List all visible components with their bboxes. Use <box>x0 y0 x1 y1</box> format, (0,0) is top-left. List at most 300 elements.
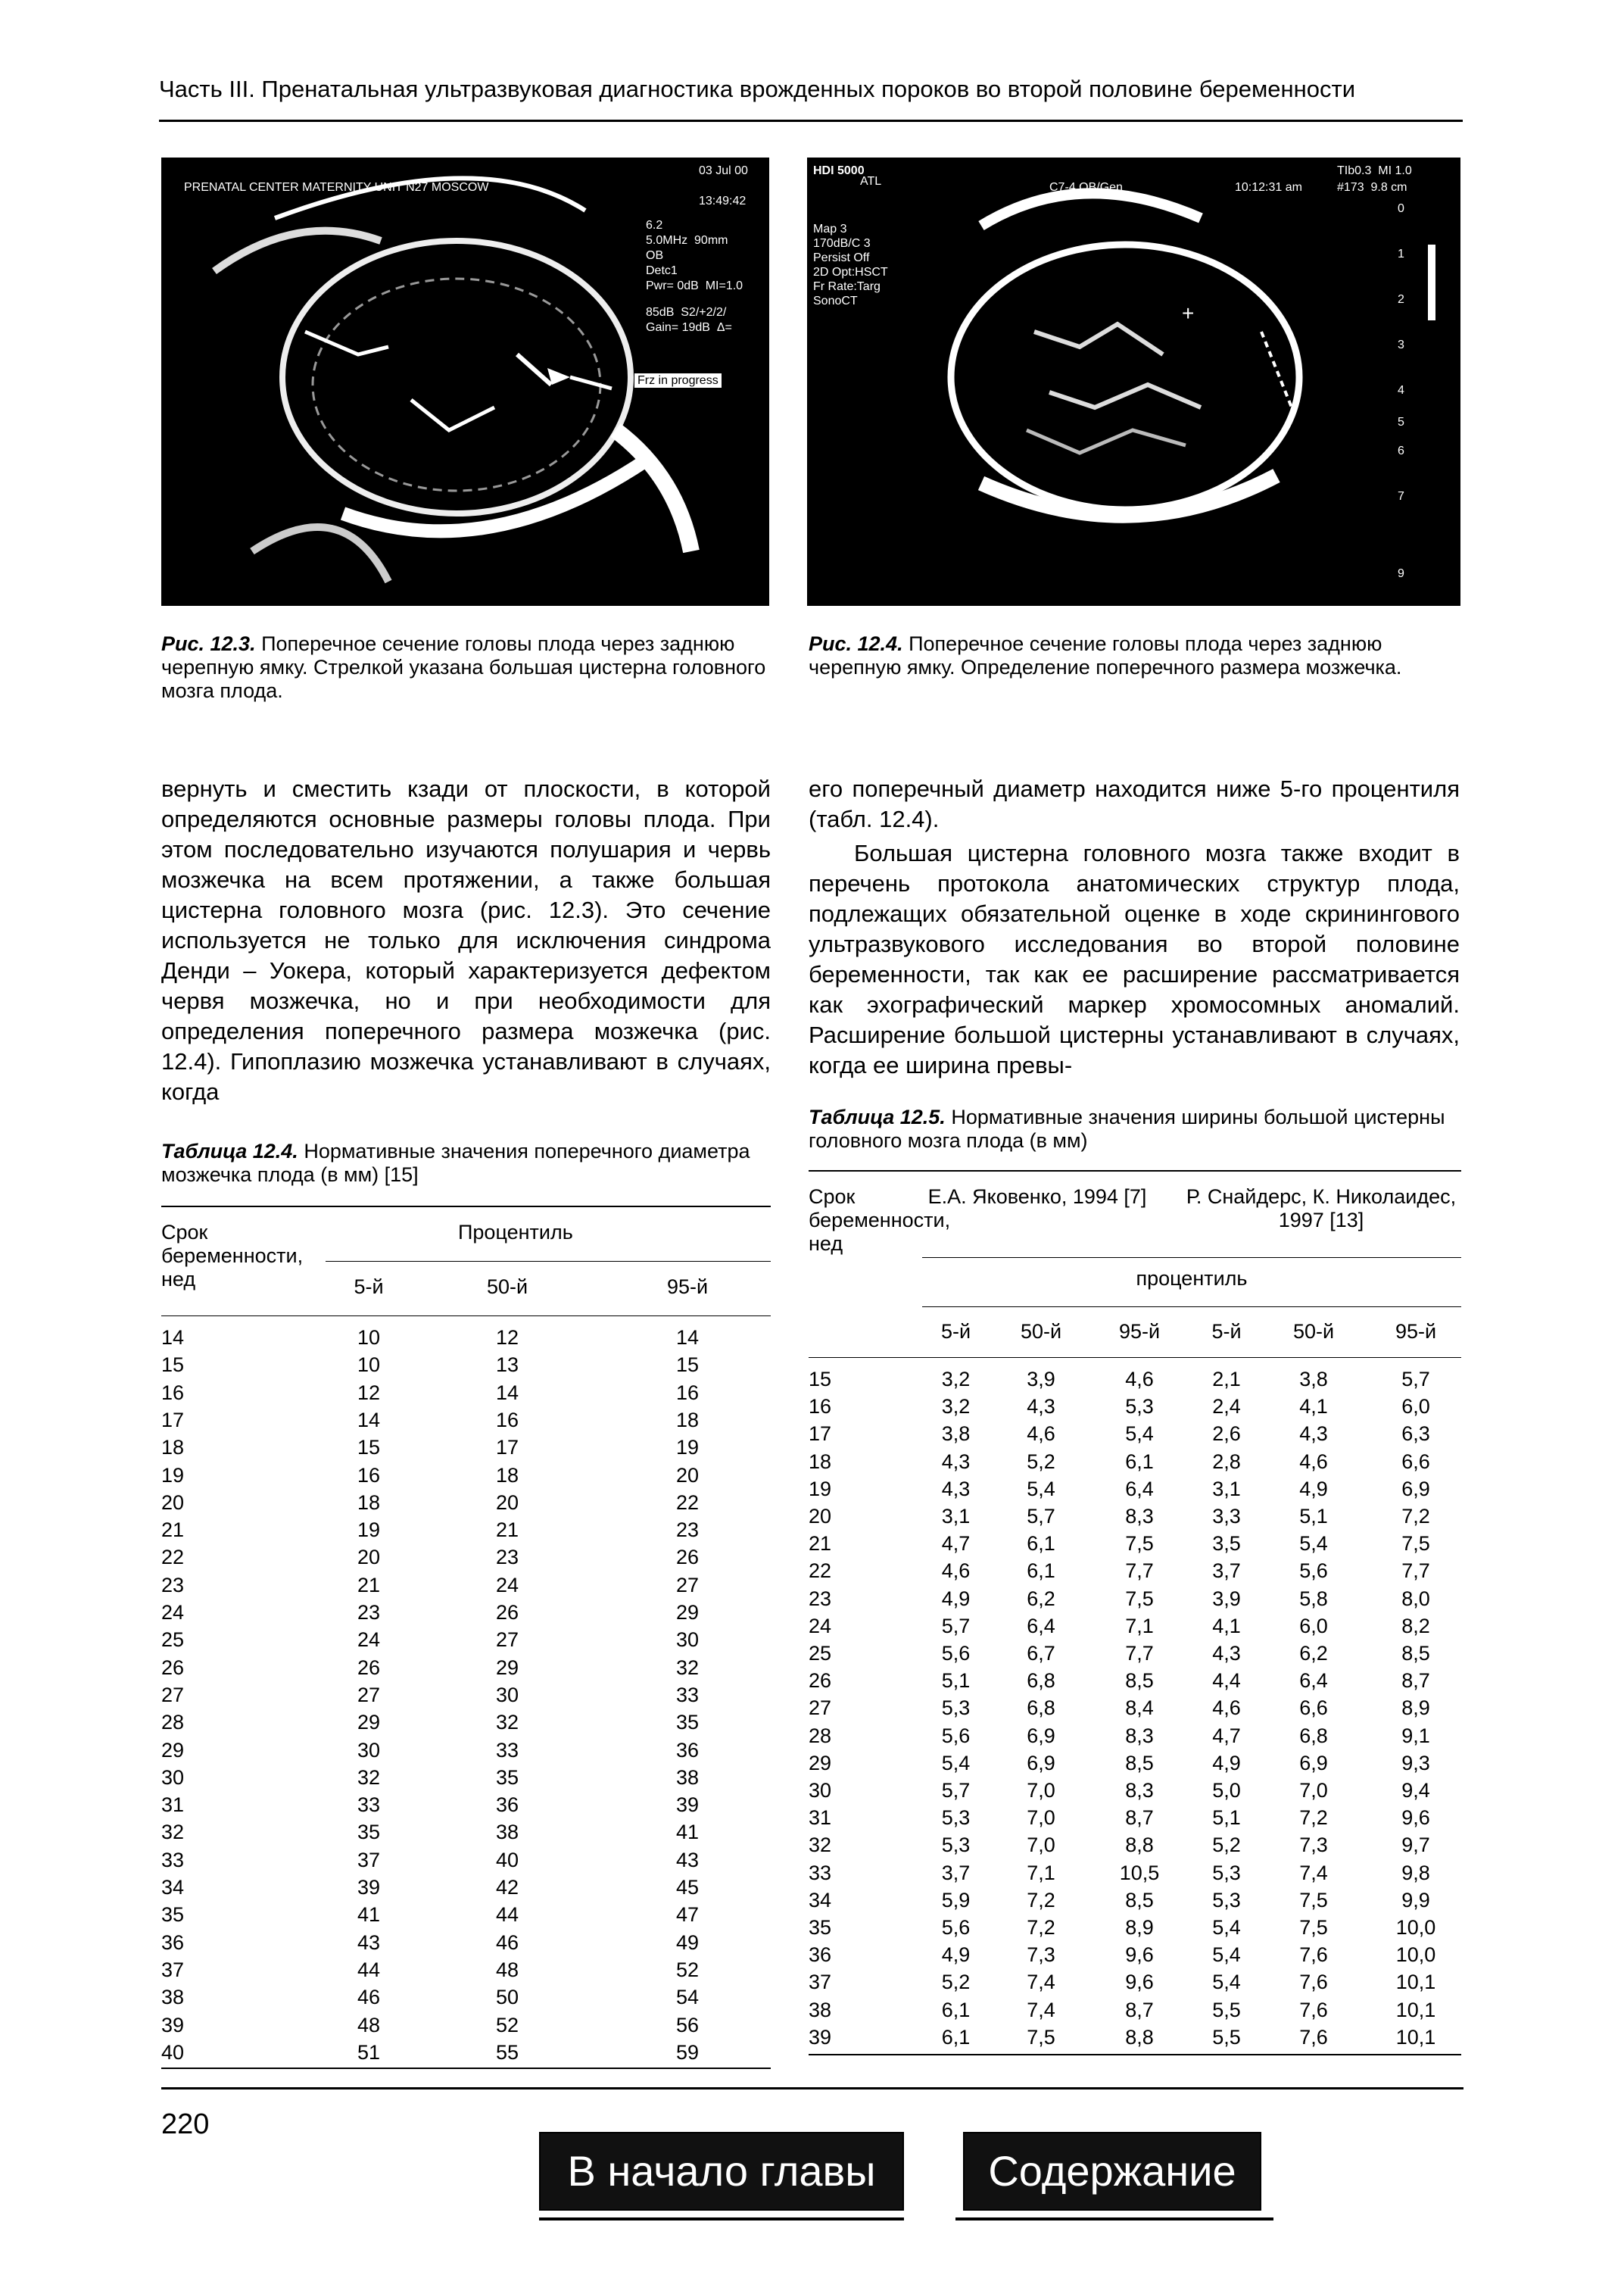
table-cell: 9,6 <box>1125 1943 1154 1967</box>
table-cell: 26 <box>675 1546 700 1569</box>
body-text-right-column <box>809 774 1460 1081</box>
table-cell: 5,8 <box>1299 1587 1328 1610</box>
table-cell: 9,4 <box>1401 1779 1430 1802</box>
table-cell: 46 <box>357 1986 381 2009</box>
table-cell: 3,1 <box>941 1505 971 1528</box>
fig4-scale-8: 9 <box>1398 567 1404 580</box>
table-cell: 4,3 <box>1027 1395 1055 1418</box>
table-row-term: 18 <box>809 1450 832 1473</box>
table-cell: 2,4 <box>1212 1395 1241 1418</box>
table-cell: 2,8 <box>1212 1450 1241 1473</box>
table-row-term: 36 <box>161 1930 185 1954</box>
table-cell: 33 <box>495 1738 519 1762</box>
table-cell: 8,9 <box>1401 1696 1430 1720</box>
table-row-term: 19 <box>809 1477 832 1500</box>
table-row-term: 40 <box>161 2040 185 2064</box>
table-cell: 7,4 <box>1299 1861 1328 1884</box>
table-cell: 6,2 <box>1027 1587 1055 1610</box>
table-cell: 7,4 <box>1027 1971 1055 1994</box>
table-row-term: 20 <box>161 1490 185 1514</box>
table-cell: 4,4 <box>1212 1669 1241 1693</box>
table-cell: 29 <box>675 1601 700 1624</box>
table-cell: 5,4 <box>1212 1971 1241 1994</box>
table-cell: 8,3 <box>1125 1724 1154 1747</box>
paragraph: Большая цистерна головного мозга также входит в перечень протокола анатомических структур плода, подлежащих обязательной оценке в ходе скринингового ультразвукового исследования во второй половине беременности, так как ее расширение рассматривается как эхографический маркер хромосомных аномалий. Расширение большой цистерны устанавливают в случаях, когда ее ширина превы- <box>809 840 1460 1078</box>
table-title: Нормативные значения ширины большой цистерны головного мозга плода (в мм) <box>809 1106 1445 1152</box>
table-cell: 20 <box>495 1490 519 1514</box>
table-cell: 54 <box>675 1986 700 2009</box>
fig4-param-4: Fr Rate:Targ <box>813 280 881 293</box>
table-cell: 22 <box>675 1490 700 1514</box>
header-rule <box>159 120 1463 122</box>
table-12-5-col-head: 50-й <box>1292 1320 1335 1343</box>
table-cell: 43 <box>357 1930 381 1954</box>
table-cell: 39 <box>675 1793 700 1817</box>
table-row-term: 35 <box>161 1903 185 1927</box>
table-cell: 32 <box>675 1656 700 1679</box>
table-cell: 30 <box>357 1738 381 1762</box>
table-cell: 24 <box>357 1628 381 1652</box>
fig4-param-3: 2D Opt:HSCT <box>813 266 888 279</box>
table-cell: 5,7 <box>1401 1368 1430 1390</box>
table-row-term: 24 <box>809 1614 832 1637</box>
table-cell: 3,8 <box>1299 1368 1328 1390</box>
table-cell: 3,2 <box>941 1368 971 1390</box>
table-cell: 7,0 <box>1027 1834 1055 1857</box>
table-row-term: 39 <box>161 2013 185 2036</box>
table-cell: 6,3 <box>1401 1422 1430 1446</box>
table-cell: 10,0 <box>1395 1916 1436 1939</box>
table-cell: 8,5 <box>1125 1751 1154 1774</box>
table-cell: 8,3 <box>1125 1505 1154 1528</box>
table-cell: 15 <box>675 1353 700 1377</box>
table-row-term: 21 <box>809 1532 832 1556</box>
table-row-term: 22 <box>161 1546 185 1569</box>
table-cell: 30 <box>495 1683 519 1706</box>
table-cell: 5,4 <box>1125 1422 1154 1446</box>
table-cell: 55 <box>495 2040 519 2064</box>
table-cell: 50 <box>495 1986 519 2009</box>
fig3-param-3: Detc1 <box>646 264 678 277</box>
table-cell: 10,5 <box>1119 1861 1160 1884</box>
table-cell: 4,1 <box>1212 1614 1241 1637</box>
table-cell: 21 <box>357 1573 381 1596</box>
figure-caption-12-3 <box>161 632 771 703</box>
ultrasound-image-fig-12-3 <box>161 158 769 606</box>
table-cell: 3,5 <box>1212 1532 1241 1556</box>
table-cell: 7,4 <box>1027 1998 1055 2021</box>
table-cell: 5,6 <box>1299 1559 1328 1583</box>
table-cell: 6,8 <box>1027 1669 1055 1693</box>
table-row-term: 29 <box>161 1738 185 1762</box>
table-cell: 45 <box>675 1876 700 1899</box>
table-cell: 12 <box>495 1326 519 1349</box>
caption-label: Рис. 12.3. <box>161 632 256 655</box>
table-cell: 36 <box>675 1738 700 1762</box>
caption-text: Поперечное сечение головы плода через заднюю черепную ямку. Стрелкой указана большая цистерна головного мозга плода. <box>161 632 766 702</box>
table-cell: 5,4 <box>941 1751 971 1774</box>
table-cell: 4,9 <box>941 1587 971 1610</box>
table-cell: 41 <box>357 1903 381 1927</box>
table-row-term: 23 <box>809 1587 832 1610</box>
table-row-term: 33 <box>809 1861 832 1884</box>
table-cell: 8,4 <box>1125 1696 1154 1720</box>
table-12-5-group-rule <box>922 1306 1461 1307</box>
table-row-term: 17 <box>809 1422 832 1446</box>
fig3-param-1: 5.0MHz 90mm <box>646 234 728 247</box>
table-row-term: 27 <box>809 1696 832 1720</box>
table-cell: 4,6 <box>1125 1368 1154 1390</box>
table-cell: 4,3 <box>941 1477 971 1500</box>
table-row-term: 20 <box>809 1505 832 1528</box>
paragraph: вернуть и сместить кзади от плоскости, в которой определяются основные размеры головы плода. При этом последовательно изучаются полушария и червь мозжечка на всем протяжении, а также большая цистерна головного мозга (рис. 12.3). Это сечение используется не только для исключения синдрома Денди – Уокера, который характеризуется дефектом червя мозжечка, но и при необходимости для определения поперечного размера мозжечка (рис. 12.4). Гипоплазию мозжечка устанавливают в случаях, когда <box>161 776 771 1105</box>
table-row-term: 37 <box>161 1958 185 1981</box>
table-cell: 5,6 <box>941 1724 971 1747</box>
table-cell: 5,7 <box>941 1614 971 1637</box>
table-cell: 5,4 <box>1299 1532 1328 1556</box>
table-cell: 5,3 <box>1212 1861 1241 1884</box>
table-row-term: 25 <box>809 1642 832 1665</box>
table-cell: 4,9 <box>1212 1751 1241 1774</box>
table-cell: 6,2 <box>1299 1642 1328 1665</box>
table-row-term: 15 <box>161 1353 185 1377</box>
caption-label: Рис. 12.4. <box>809 632 903 655</box>
table-cell: 3,9 <box>1212 1587 1241 1610</box>
table-label: Таблица 12.5. <box>809 1106 946 1128</box>
table-cell: 7,0 <box>1299 1779 1328 1802</box>
table-cell: 7,2 <box>1027 1888 1055 1912</box>
page-number: 220 <box>161 2108 210 2140</box>
table-cell: 5,7 <box>941 1779 971 1802</box>
fig4-frame: #173 9.8 cm <box>1337 181 1407 194</box>
table-cell: 30 <box>675 1628 700 1652</box>
table-cell: 6,4 <box>1027 1614 1055 1637</box>
table-cell: 4,3 <box>941 1450 971 1473</box>
fig4-scale-3: 3 <box>1398 339 1404 351</box>
table-cell: 6,0 <box>1299 1614 1328 1637</box>
fig3-time: 13:49:42 <box>699 195 747 208</box>
fig3-date: 03 Jul 00 <box>699 164 748 177</box>
table-cell: 5,6 <box>941 1916 971 1939</box>
table-row-term: 31 <box>161 1793 185 1817</box>
table-cell: 14 <box>357 1408 381 1431</box>
table-12-5-header-rule <box>809 1357 1461 1358</box>
table-cell: 8,7 <box>1125 1806 1154 1830</box>
table-12-5-col-head: 50-й <box>1020 1320 1062 1343</box>
table-cell: 4,6 <box>1299 1450 1328 1473</box>
table-cell: 42 <box>495 1876 519 1899</box>
table-cell: 19 <box>357 1518 381 1542</box>
table-cell: 20 <box>675 1463 700 1487</box>
fig3-param-5: 85dB S2/+2/2/ <box>646 306 727 319</box>
table-12-5-caption <box>809 1106 1460 1153</box>
table-cell: 8,0 <box>1401 1587 1430 1610</box>
table-12-5-top-rule <box>809 1170 1461 1172</box>
table-cell: 35 <box>357 1821 381 1844</box>
table-row-term: 16 <box>161 1381 185 1404</box>
table-cell: 52 <box>675 1958 700 1981</box>
table-cell: 16 <box>357 1463 381 1487</box>
fig4-param-1: 170dB/C 3 <box>813 237 871 250</box>
table-cell: 5,1 <box>941 1669 971 1693</box>
table-row-term: 22 <box>809 1559 832 1583</box>
table-cell: 5,5 <box>1212 2025 1241 2049</box>
table-cell: 27 <box>357 1683 381 1706</box>
chapter-start-button-underline <box>539 2217 904 2221</box>
chapter-start-button[interactable]: В начало главы <box>539 2132 904 2211</box>
table-row-term: 30 <box>809 1779 832 1802</box>
table-cell: 6,6 <box>1299 1696 1328 1720</box>
table-cell: 7,5 <box>1401 1532 1430 1556</box>
table-cell: 40 <box>495 1848 519 1871</box>
table-cell: 29 <box>495 1656 519 1679</box>
table-cell: 2,1 <box>1212 1368 1241 1390</box>
fig4-probe: C7-4 OB/Gen <box>1049 181 1123 194</box>
table-row-term: 27 <box>161 1683 185 1706</box>
table-row-term: 18 <box>161 1436 185 1459</box>
table-cell: 6,1 <box>1027 1559 1055 1583</box>
table-row-term: 33 <box>161 1848 185 1871</box>
table-row-term: 29 <box>809 1751 832 1774</box>
table-cell: 8,8 <box>1125 1834 1154 1857</box>
footer-rule <box>161 2087 1463 2089</box>
fig4-scale-6: 6 <box>1398 445 1404 457</box>
running-header: Часть III. Пренатальная ультразвуковая диагностика врожденных пороков во второй половине беременности <box>159 76 1356 102</box>
table-12-4-bottom-rule <box>161 2068 771 2069</box>
table-cell: 6,1 <box>941 2025 971 2049</box>
table-cell: 7,2 <box>1299 1806 1328 1830</box>
table-row-term: 26 <box>809 1669 832 1693</box>
table-cell: 7,0 <box>1027 1806 1055 1830</box>
table-cell: 44 <box>357 1958 381 1981</box>
fig4-brand: ATL <box>860 175 882 188</box>
table-cell: 35 <box>495 1765 519 1789</box>
table-cell: 7,7 <box>1125 1559 1154 1583</box>
table-cell: 24 <box>495 1573 519 1596</box>
table-cell: 48 <box>357 2013 381 2036</box>
table-12-5-col-head: 95-й <box>1395 1320 1437 1343</box>
table-cell: 7,3 <box>1299 1834 1328 1857</box>
table-cell: 3,2 <box>941 1395 971 1418</box>
table-cell: 9,7 <box>1401 1834 1430 1857</box>
table-cell: 7,6 <box>1299 1971 1328 1994</box>
table-cell: 7,1 <box>1027 1861 1055 1884</box>
table-row-term: 16 <box>809 1395 832 1418</box>
table-12-4-col-5: 5-й <box>354 1275 384 1298</box>
table-cell: 4,3 <box>1299 1422 1328 1446</box>
table-cell: 26 <box>495 1601 519 1624</box>
table-cell: 27 <box>675 1573 700 1596</box>
paragraph: его поперечный диаметр находится ниже 5-го процентиля (табл. 12.4). <box>809 776 1460 832</box>
table-12-4-col-50: 50-й <box>486 1275 528 1298</box>
table-cell: 6,8 <box>1027 1696 1055 1720</box>
table-cell: 4,1 <box>1299 1395 1328 1418</box>
caption-text: Поперечное сечение головы плода через заднюю черепную ямку. Определение поперечного размера мозжечка. <box>809 632 1402 679</box>
fig4-scale-2: 2 <box>1398 293 1404 306</box>
table-12-4-group-rule <box>326 1261 771 1262</box>
table-cell: 7,6 <box>1299 2025 1328 2049</box>
fig4-scale-0: 0 <box>1398 202 1404 215</box>
table-cell: 7,2 <box>1027 1916 1055 1939</box>
table-cell: 3,1 <box>1212 1477 1241 1500</box>
table-12-5-source-a: Е.А. Яковенко, 1994 [7] <box>927 1185 1147 1208</box>
table-cell: 8,2 <box>1401 1614 1430 1637</box>
table-cell: 32 <box>495 1711 519 1734</box>
table-cell: 10,0 <box>1395 1943 1436 1967</box>
table-cell: 5,4 <box>1212 1943 1241 1967</box>
table-cell: 23 <box>495 1546 519 1569</box>
table-cell: 6,1 <box>1125 1450 1154 1473</box>
table-12-5-col-head: 95-й <box>1118 1320 1161 1343</box>
table-cell: 43 <box>675 1848 700 1871</box>
table-cell: 47 <box>675 1903 700 1927</box>
table-cell: 7,7 <box>1125 1642 1154 1665</box>
table-cell: 3,3 <box>1212 1505 1241 1528</box>
fig4-param-0: Map 3 <box>813 223 847 236</box>
fig3-param-4: Pwr= 0dB MI=1.0 <box>646 279 743 292</box>
table-cell: 4,9 <box>941 1943 971 1967</box>
table-cell: 3,7 <box>941 1861 971 1884</box>
table-cell: 6,6 <box>1401 1450 1430 1473</box>
table-cell: 8,5 <box>1125 1888 1154 1912</box>
table-cell: 8,7 <box>1125 1998 1154 2021</box>
table-cell: 8,9 <box>1125 1916 1154 1939</box>
fig4-param-5: SonoCT <box>813 295 858 307</box>
table-row-term: 19 <box>161 1463 185 1487</box>
table-title: Нормативные значения поперечного диаметра мозжечка плода (в мм) [15] <box>161 1140 750 1186</box>
table-12-5-bottom-rule <box>809 2054 1461 2055</box>
table-cell: 5,0 <box>1212 1779 1241 1802</box>
table-cell: 4,7 <box>1212 1724 1241 1747</box>
table-cell: 3,7 <box>1212 1559 1241 1583</box>
body-text-left-column <box>161 774 771 1107</box>
table-cell: 20 <box>357 1546 381 1569</box>
table-cell: 18 <box>675 1408 700 1431</box>
table-cell: 6,4 <box>1299 1669 1328 1693</box>
table-cell: 7,2 <box>1401 1505 1430 1528</box>
table-cell: 7,5 <box>1125 1587 1154 1610</box>
table-cell: 4,6 <box>1027 1422 1055 1446</box>
table-cell: 9,1 <box>1401 1724 1430 1747</box>
table-cell: 17 <box>495 1436 519 1459</box>
table-row-term: 28 <box>161 1711 185 1734</box>
table-cell: 33 <box>357 1793 381 1817</box>
table-row-term: 38 <box>161 1986 185 2009</box>
table-cell: 36 <box>495 1793 519 1817</box>
table-row-term: 15 <box>809 1368 832 1390</box>
fig4-time: 10:12:31 am <box>1235 181 1302 194</box>
table-cell: 23 <box>357 1601 381 1624</box>
table-row-term: 31 <box>809 1806 832 1830</box>
table-cell: 10,1 <box>1395 2025 1436 2049</box>
table-cell: 6,7 <box>1027 1642 1055 1665</box>
table-cell: 5,1 <box>1212 1806 1241 1830</box>
figure-caption-12-4 <box>809 632 1460 679</box>
fig4-param-2: Persist Off <box>813 251 870 264</box>
table-row-term: 26 <box>161 1656 185 1679</box>
table-cell: 3,9 <box>1027 1368 1055 1390</box>
table-cell: 5,4 <box>1027 1477 1055 1500</box>
table-12-4-col-group: Процентиль <box>458 1221 573 1244</box>
table-cell: 2,6 <box>1212 1422 1241 1446</box>
table-cell: 8,8 <box>1125 2025 1154 2049</box>
table-row-term: 32 <box>161 1821 185 1844</box>
fig4-scale-4: 4 <box>1398 384 1404 397</box>
table-cell: 56 <box>675 2013 700 2036</box>
table-cell: 7,0 <box>1027 1779 1055 1802</box>
table-cell: 33 <box>675 1683 700 1706</box>
table-cell: 4,7 <box>941 1532 971 1556</box>
table-12-4-col-95: 95-й <box>666 1275 709 1298</box>
table-cell: 9,9 <box>1401 1888 1430 1912</box>
table-cell: 7,6 <box>1299 1943 1328 1967</box>
table-cell: 38 <box>495 1821 519 1844</box>
table-cell: 51 <box>357 2040 381 2064</box>
table-cell: 49 <box>675 1930 700 1954</box>
table-cell: 12 <box>357 1381 381 1404</box>
table-row-term: 25 <box>161 1628 185 1652</box>
table-cell: 6,8 <box>1299 1724 1328 1747</box>
table-cell: 5,2 <box>1027 1450 1055 1473</box>
table-cell: 10,1 <box>1395 1971 1436 1994</box>
table-cell: 21 <box>495 1518 519 1542</box>
table-row-term: 14 <box>161 1326 185 1349</box>
table-cell: 18 <box>357 1490 381 1514</box>
ultrasound-image-fig-12-4 <box>807 158 1460 606</box>
table-cell: 7,5 <box>1125 1532 1154 1556</box>
table-cell: 7,6 <box>1299 1998 1328 2021</box>
table-row-term: 38 <box>809 1998 832 2021</box>
table-cell: 5,3 <box>941 1806 971 1830</box>
table-row-term: 36 <box>809 1943 832 1967</box>
table-cell: 59 <box>675 2040 700 2064</box>
table-cell: 5,2 <box>941 1971 971 1994</box>
table-cell: 29 <box>357 1711 381 1734</box>
table-12-5-source-b: Р. Снайдерс, К. Николаидес, 1997 [13] <box>1186 1185 1457 1231</box>
fig4-scale-1: 1 <box>1398 248 1404 261</box>
table-cell: 10 <box>357 1353 381 1377</box>
table-cell: 9,6 <box>1401 1806 1430 1830</box>
table-row-term: 21 <box>161 1518 185 1542</box>
table-12-5-col-term: Срок беременности, нед <box>809 1185 951 1255</box>
table-cell: 13 <box>495 1353 519 1377</box>
table-cell: 16 <box>675 1381 700 1404</box>
contents-button[interactable]: Содержание <box>963 2132 1261 2211</box>
table-cell: 6,1 <box>941 1998 971 2021</box>
fig3-param-2: OB <box>646 249 664 262</box>
table-cell: 16 <box>495 1408 519 1431</box>
svg-text:+: + <box>1182 301 1195 325</box>
table-cell: 4,6 <box>941 1559 971 1583</box>
fig3-param-6: Gain= 19dB Δ= <box>646 321 732 334</box>
table-label: Таблица 12.4. <box>161 1140 298 1163</box>
table-cell: 4,3 <box>1212 1642 1241 1665</box>
table-cell: 4,9 <box>1299 1477 1328 1500</box>
table-row-term: 34 <box>809 1888 832 1912</box>
table-cell: 5,3 <box>941 1696 971 1720</box>
table-cell: 9,3 <box>1401 1751 1430 1774</box>
table-12-4-header-rule <box>161 1315 771 1316</box>
table-cell: 5,5 <box>1212 1998 1241 2021</box>
table-cell: 10 <box>357 1326 381 1349</box>
table-cell: 27 <box>495 1628 519 1652</box>
table-cell: 5,2 <box>1212 1834 1241 1857</box>
table-row-term: 39 <box>809 2025 832 2049</box>
table-row-term: 17 <box>161 1408 185 1431</box>
table-cell: 23 <box>675 1518 700 1542</box>
table-cell: 7,3 <box>1027 1943 1055 1967</box>
table-cell: 39 <box>357 1876 381 1899</box>
